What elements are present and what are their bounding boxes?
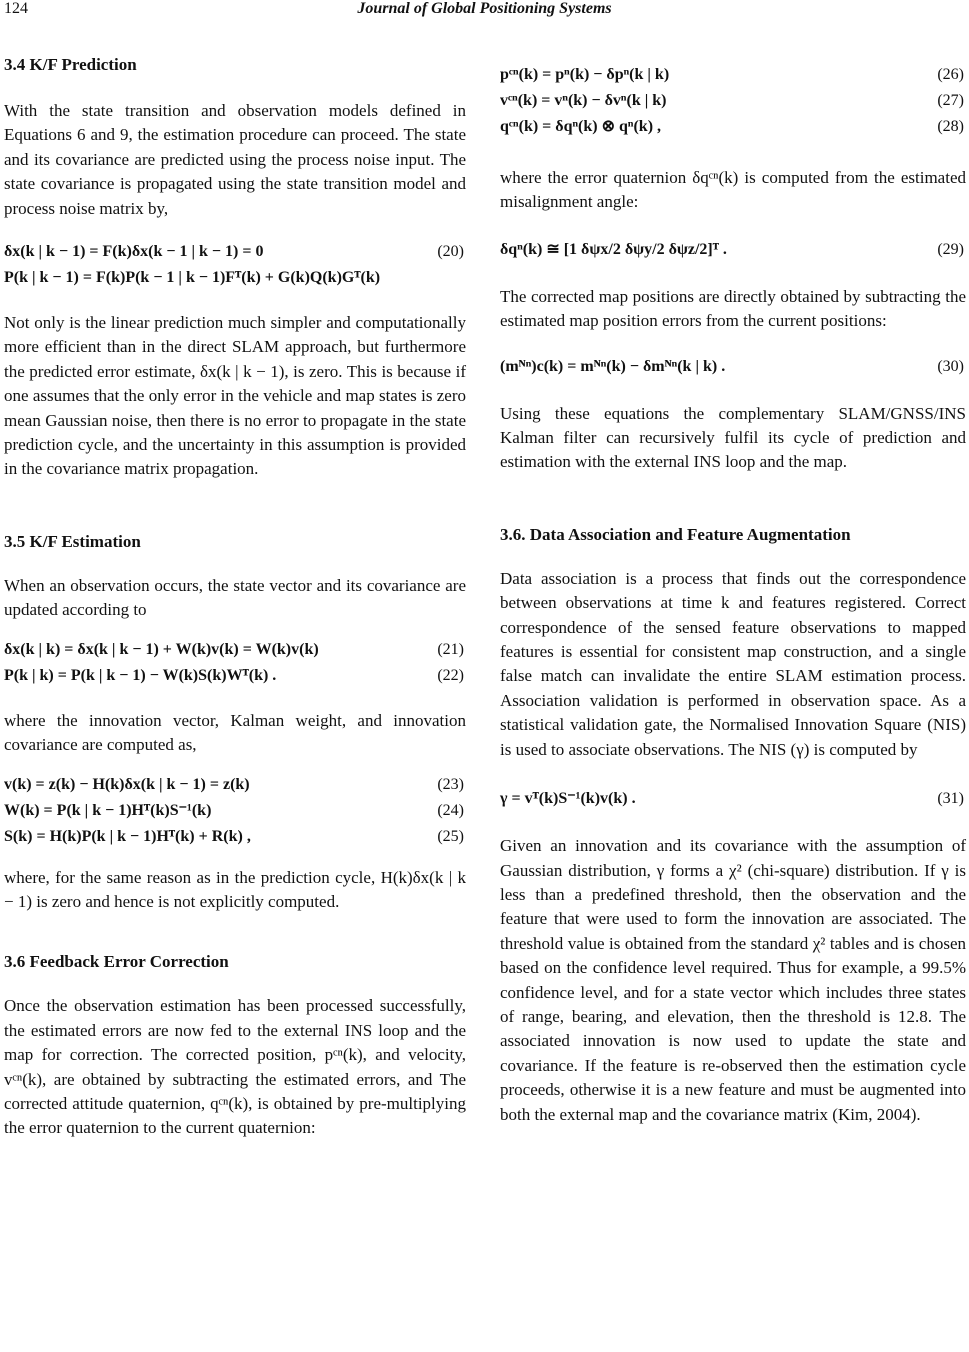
equation-22 [4, 663, 466, 689]
section-heading-3-5: 3.5 K/F Estimation [4, 531, 141, 551]
section-heading-3-4: 3.4 K/F Prediction [4, 55, 137, 74]
equation-expression: δx(k | k − 1) = F(k)δx(k − 1 | k − 1) = 0 [4, 243, 264, 261]
equation-31 [500, 786, 966, 812]
section-heading-3-6-feedback: 3.6 Feedback Error Correction [4, 952, 229, 972]
equation-expression: S(k) = H(k)P(k | k − 1)Hᵀ(k) + R(k) , [4, 827, 251, 845]
equation-24 [4, 798, 466, 824]
page-number: 124 [4, 0, 28, 17]
equation-number: (27) [937, 92, 964, 109]
equation-number: (23) [437, 775, 464, 793]
right-column [500, 62, 966, 1127]
equation-number: (29) [937, 240, 964, 258]
equation-number: (21) [437, 640, 464, 658]
equation-expression: qᶜⁿ(k) = δqⁿ(k) ⊗ qⁿ(k) , [500, 118, 662, 135]
page-header [0, 0, 969, 26]
paragraph: where the innovation vector, Kalman weight, and innovation covariance are computed as, [4, 710, 466, 755]
equation-number: (31) [937, 790, 964, 808]
equation-number: (25) [437, 827, 464, 845]
equation-expression: δx(k | k) = δx(k | k − 1) + W(k)v(k) = W(k)v(k) [4, 640, 319, 658]
paragraph: where the error quaternion δqᶜⁿ(k) is computed from the estimated misalignment angle: [500, 168, 966, 212]
equation-26 [500, 62, 966, 88]
equation-25 [4, 824, 466, 850]
equation-expression: γ = vᵀ(k)S⁻¹(k)v(k) . [500, 790, 636, 808]
equation-expression: δqⁿ(k) ≅ [1 δψx/2 δψy/2 δψz/2]ᵀ . [500, 240, 727, 258]
equation-expression: (mᴺⁿ)c(k) = mᴺⁿ(k) − δmᴺⁿ(k | k) . [500, 357, 726, 375]
equation-23 [4, 772, 466, 798]
paragraph: Given an innovation and its covariance with the assumption of Gaussian distribution, γ forms a χ² (chi-square) distribution. If γ is less than a predefined threshold, then the observation and the feature that were used to form the innovation are associated. The threshold value is obtained from the standard χ² tables and is chosen based on the confidence level required. Thus for example, a 99.5% confidence level, and for a state vector which includes three states of range, bearing, and elevation, then the threshold is 12.8. The associated innovation is now used to update the state and covariance. If the feature is re-observed then the estimation cycle proceeds, otherwise it is a new feature and must be augmented into both the external map and the covariance matrix (Kim, 2004). [500, 836, 966, 1124]
paragraph: Data association is a process that finds out the correspondence between observations at time k and features registered. Correct correspondence of the sensed feature observations to mapped features is essential for consistent map construction, and a single false match can invalidate the entire SLAM estimation process. Association validation is performed in observation space. As a statistical validation gate, the Normalised Innovation Square (NIS) is used to associate observations. The NIS (γ) is computed by [500, 568, 966, 759]
equation-21 [4, 637, 466, 663]
equation-number: (26) [937, 66, 964, 83]
equation-20b [4, 265, 466, 291]
paragraph: Not only is the linear prediction much simpler and computationally more efficient than in the direct SLAM approach, but furthermore the predicted error estimate, δx(k | k − 1), is zero. This is because if one assumes that the only error in the vehicle and map states is zero mean Gaussian noise, then there is no error to propagate in the state prediction cycle, and the uncertainty in this assumption is provided in the covariance matrix propagation. [4, 313, 466, 479]
equation-number: (20) [437, 243, 464, 261]
equation-29 [500, 237, 966, 263]
paragraph: Once the observation estimation has been processed successfully, the estimated errors are now fed to the external INS loop and the map for correction. The corrected position, pᶜⁿ(k), and velocity, vᶜⁿ(k), are obtained by subtracting the estimated errors, and The corrected attitude quaternion, qᶜⁿ(k), is obtained by pre-multiplying the error quaternion to the current quaternion: [4, 996, 466, 1138]
paragraph: Using these equations the complementary SLAM/GNSS/INS Kalman filter can recursively fulfil its cycle of prediction and estimation with the external INS loop and the map. [500, 403, 966, 472]
equation-expression: P(k | k − 1) = F(k)P(k − 1 | k − 1)Fᵀ(k) + G(k)Q(k)Gᵀ(k) [4, 269, 381, 287]
equation-expression: P(k | k) = P(k | k − 1) − W(k)S(k)Wᵀ(k) . [4, 666, 277, 684]
section-heading-3-6-data-association: 3.6. Data Association and Feature Augmentation [500, 524, 851, 544]
equation-27 [500, 88, 966, 114]
equation-28 [500, 114, 966, 140]
equation-number: (30) [937, 357, 964, 375]
equation-30 [500, 354, 966, 380]
paragraph: where, for the same reason as in the prediction cycle, H(k)δx(k | k − 1) is zero and hence is not explicitly computed. [4, 867, 466, 911]
equation-expression: W(k) = P(k | k − 1)Hᵀ(k)S⁻¹(k) [4, 801, 212, 819]
equation-number: (28) [937, 118, 964, 135]
equation-expression: v(k) = z(k) − H(k)δx(k | k − 1) = z(k) [4, 775, 250, 793]
equation-expression: pᶜⁿ(k) = pⁿ(k) − δpⁿ(k | k) [500, 66, 670, 83]
journal-title: Journal of Global Positioning Systems [357, 0, 612, 17]
paragraph: When an observation occurs, the state vector and its covariance are updated according to [4, 575, 466, 620]
equation-expression: vᶜⁿ(k) = vⁿ(k) − δvⁿ(k | k) [500, 92, 667, 109]
equation-number: (22) [437, 666, 464, 684]
equation-number: (24) [437, 801, 464, 819]
left-column [4, 55, 466, 1141]
paragraph: With the state transition and observation models defined in Equations 6 and 9, the estimation procedure can proceed. The state and its covariance are predicted using the process noise input. The state covariance is propagated using the state transition model and process noise matrix by, [4, 101, 466, 218]
paragraph: The corrected map positions are directly obtained by subtracting the estimated map position errors from the current positions: [500, 286, 966, 331]
equation-20 [4, 239, 466, 265]
